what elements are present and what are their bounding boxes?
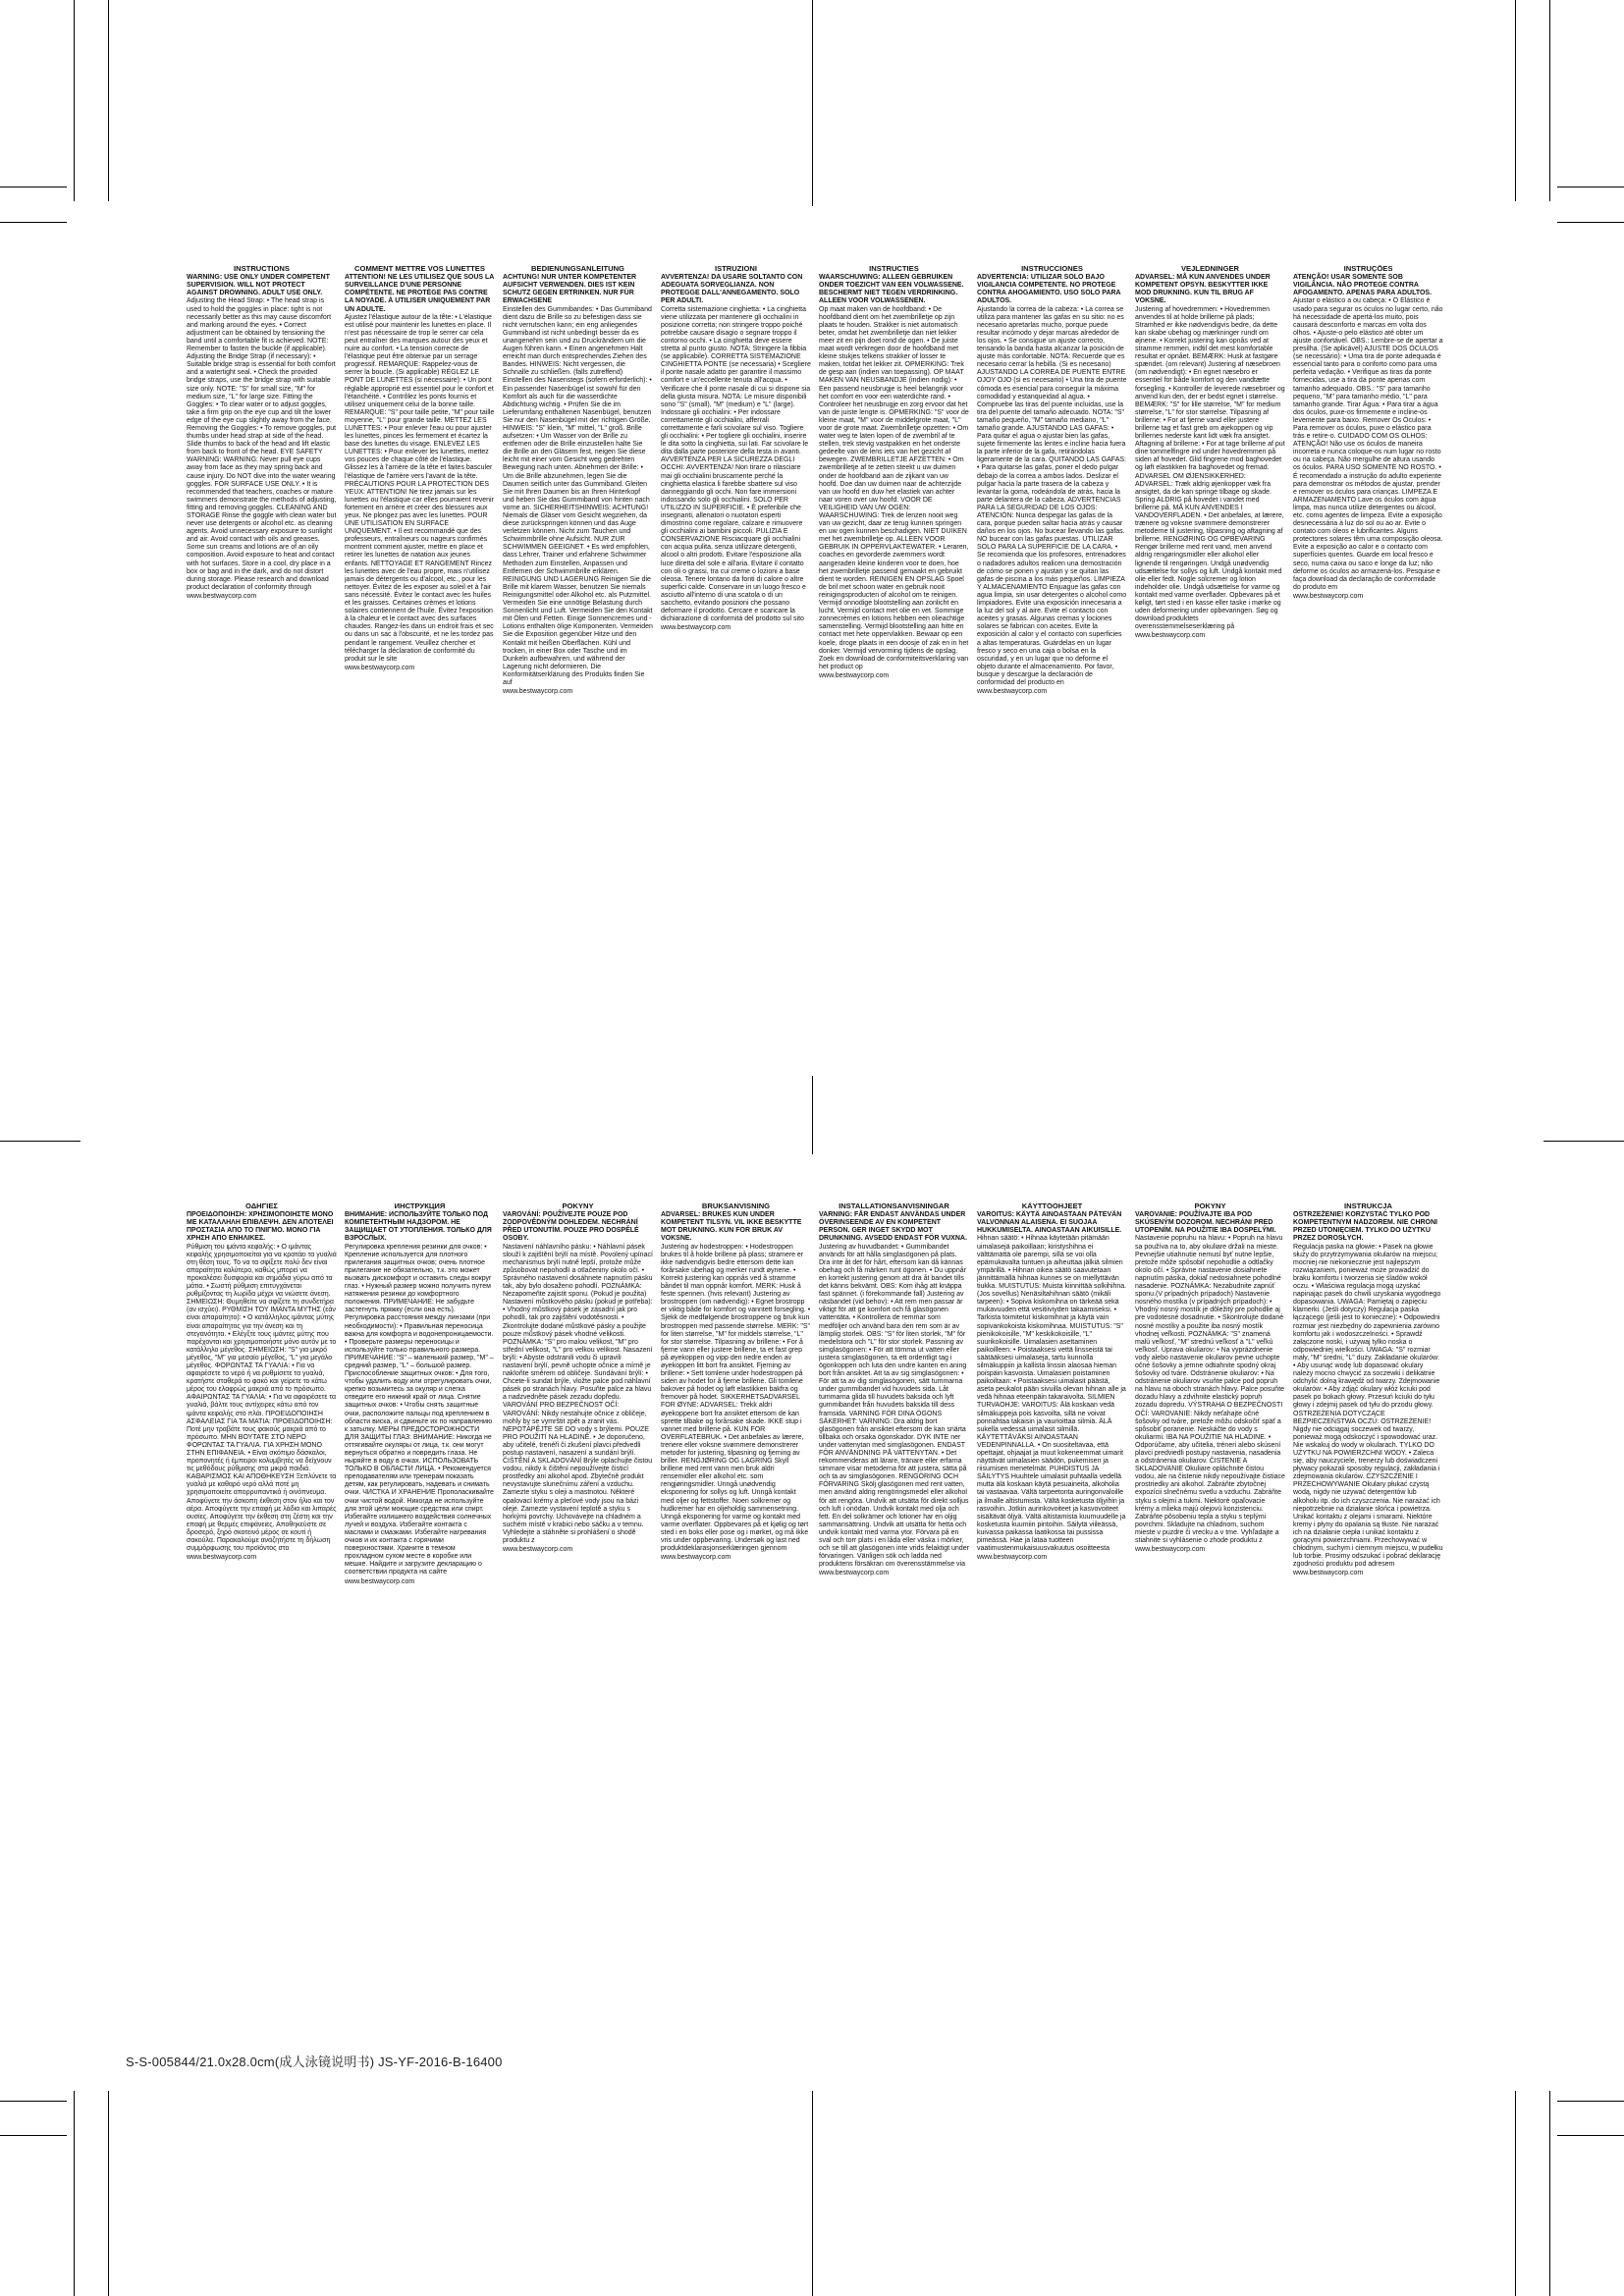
column-title: BRUKSANVISNING [701, 1202, 771, 1210]
instructions-column-no [661, 1202, 811, 2027]
column-title: POKYNY [562, 1202, 594, 1210]
crop-mark [108, 0, 109, 201]
column-warning: ATTENTION! NE LES UTILISEZ QUE SOUS LA SURVEILLANCE D'UNE PERSONNE COMPÉTENTE. NE PROTÈGE PAS CONTRE LA NOYADE. À UTILISER UNIQUEMENT PAR UN ADULTE. [345, 274, 495, 313]
column-title: ISTRUZIONI [714, 265, 758, 273]
column-warning: VAROVÁNÍ: POUŽÍVEJTE POUZE POD ZODPOVĚDNÝM DOHLEDEM. NECHRÁNÍ PŘED UTONUTÍM. POUZE PRO DOSPĚLÉ OSOBY. [503, 1211, 639, 1243]
column-body: Ρύθμιση του ιμάντα κεφαλής: • Ο ιμάντας κεφαλής χρησιμοποιείται για να κρατάει τα γυαλιά στη θέση τους. Το να τα σφίξετε πολύ δεν είναι απαραίτητα καλύτερο, καθώς μπορεί να προκαλέσει δυσφορία και σημάδια γύρω από τα μάτια. • Σωστή ρύθμιση επιτυγχάνεται ρυθμίζοντας τη λωρίδα μέχρι να νιώσετε άνεση. ΣΗΜΕΙΩΣΗ: Θυμηθείτε να σφίξετε τη συνδετήρα (αν ισχύει). ΡΥΘΜΙΣΗ ΤΟΥ ΙΜΑΝΤΑ ΜΥΤΗΣ (εάν είναι απαραίτητο): • Ο κατάλληλος ιμάντας μύτης είναι απαραίτητος για την άνεση και τη στεγανότητα. • Ελέγξτε τους ιμάντες μύτης που παρέχονται και χρησιμοποιήστε μόνο αυτόν με το κατάλληλο μέγεθος. ΣΗΜΕΙΩΣΗ: "S" για μικρό μέγεθος, "M" για μεσαίο μέγεθος, "L" για μεγάλο μέγεθος. ΦΟΡΩΝΤΑΣ ΤΑ ΓΥΑΛΙΑ: • Για να αφαιρέσετε το νερό ή να ρυθμίσετε τα γυαλιά, κρατήστε σταθερά το φακό και γείρετε το κάτω μέρος του ελαφρώς μακριά από το πρόσωπο. ΑΦΑΙΡΩΝΤΑΣ ΤΑ ΓΥΑΛΙΑ: • Για να αφαιρέσετε τα γυαλιά, βάλτε τους αντίχειρες κάτω από τον ιμάντα κεφαλής στο πλάι. ΠΡΟΕΙΔΟΠΟΙΗΣΗ ΑΣΦΑΛΕΙΑΣ ΓΙΑ ΤΑ ΜΑΤΙΑ: ΠΡΟΕΙΔΟΠΟΙΗΣΗ: Ποτέ μην τραβάτε τους φακούς μακριά από το πρόσωπο. ΜΗΝ ΒΟΥΤΑΤΕ ΣΤΟ ΝΕΡΟ ΦΟΡΩΝΤΑΣ ΤΑ ΓΥΑΛΙΑ. ΓΙΑ ΧΡΗΣΗ ΜΟΝΟ ΣΤΗΝ ΕΠΙΦΑΝΕΙΑ. • Είναι σκόπιμο δάσκαλοι, προπονητές ή έμπειροι κολυμβητές να δείχνουν τις μεθόδους ρύθμισης στα μικρά παιδιά. ΚΑΘΑΡΙΣΜΟΣ ΚΑΙ ΑΠΟΘΗΚΕΥΣΗ Ξεπλύνετε τα γυαλιά με καθαρό νερό αλλά ποτέ μη χρησιμοποιείτε απορρυπαντικά ή οινόπνευμα. Αποφύγετε την άσκοπη έκθεση στον ήλιο και τον αέρα. Αποφύγετε την επαφή με λάδια και λιπαρές ουσίες. Αποφύγετε την έκθεση στη ζέστη και την επαφή με θερμές επιφάνειες. Αποθηκεύστε σε δροσερό, ξηρό σκοτεινό μέρος σε κουτί ή σακούλα. Παρακαλούμε αναζητήστε τη δήλωση συμμόρφωσης του προϊόντος στο [187, 1243, 337, 1553]
crop-mark [0, 222, 67, 223]
column-body: Einstellen des Gummibandes: • Das Gummiband dient dazu die Brille so zu befestigen dass sie nicht verrutschen kann; ein eng anliegendes Gummiband ist nicht unbedingt besser da es unangenehm sein und zu Druckrändern um die Augen führen kann. • Einen angenehmen Halt erreicht man durch entsprechendes Ziehen des Bandes. HINWEIS: Nicht vergessen, die Schnalle zu schließen. (falls zutreffend) Einstellen des Nasenstegs (sofern erforderlich): • Ein passender Nasenbügel ist sowohl für den Komfort als auch für die wasserdichte Abdichtung wichtig. • Prüfen Sie die im Lieferumfang enthaltenen Nasenbügel, benutzen Sie nur den Nasenbügel mit der richtigen Größe. HINWEIS: "S" klein, "M" mittel, "L" groß. Brille aufsetzen: • Um Wasser von der Brille zu entfernen oder die Brille einzustellen halte Sie die Brille an den Gläsern fest, neigen Sie diese leicht mit einer vom Gesicht weg gedrehten Bewegung nach unten. Abnehmen der Brille: • Um die Brille abzunehmen, legen Sie die Daumen seitlich unter das Gummiband. Gleiten Sie mit Ihren Daumen bis an Ihren Hinterkopf und heben Sie das Gummiband von hinten nach vorne an. SICHERHEITSHINWEIS: ACHTUNG! Niemals die Gläser vom Gesicht wegziehen, da diese zurückspringen können und das Auge verletzen können. Nicht zum Tauchen und Schwimmbrille ohne Aufsicht. NUR ZUR SCHWIMMEN GEEIGNET. • Es wird empfohlen, dass Lehrer, Trainer und erfahrene Schwimmer Methoden zum Einstellen, Anpassen und Entfernen der Schwimmbrille erklären. REINIGUNG UND LAGERUNG Reinigen Sie die Brille mit klarem Wasser, benutzen Sie niemals Reinigungsmittel oder Alkohol etc. als Putzmittel. Vermeiden Sie eine unnötige Belastung durch Sonnenlicht und Luft. Vermeiden Sie den Kontakt mit Ölen und Fetten. Einige Sonnencremes und -Lotions enthalten ölige Komponenten. Vermeiden Sie die Exposition gegenüber Hitze und den Kontakt mit heißen Oberflächen. Kühl und trocken, in einer Box oder Tasche und im Dunkeln aufbewahren, und während der Lagerung nicht deformieren. Die Konformitätserklärung des Produkts finden Sie auf [503, 305, 653, 686]
crop-mark [812, 2091, 813, 2296]
column-warning: AVVERTENZA! DA USARE SOLTANTO CON ADEGUATA SORVEGLIANZA. NON PROTEGGE DALL'ANNEGAMENTO. SOLO PER ADULTI. [661, 274, 803, 305]
crop-mark [812, 0, 813, 206]
column-title: INSTRUKCJA [1344, 1202, 1392, 1210]
crop-mark [1557, 2135, 1624, 2136]
column-title: INSTRUCTIONS [234, 265, 290, 273]
column-title: INSTRUÇÕES [1343, 265, 1393, 273]
column-warning: ΠΡΟΕΙΔΟΠΟΙΗΣΗ: ΧΡΗΣΙΜΟΠΟΙΗΣΤΕ ΜΟΝΟ ΜΕ ΚΑΤΑΛΛΗΛΗ ΕΠΙΒΛΕΨΗ. ΔΕΝ ΑΠΟΤΕΛΕΙ ΠΡΟΣΤΑΣΙΑ ΑΠΟ ΤΟ ΠΝΙΓΜΟ. ΜΟΝΟ ΓΙΑ ΧΡΗΣΗ ΑΠΟ ΕΝΗΛΙΚΕΣ. [187, 1211, 334, 1243]
website-link: www.bestwaycorp.com [1135, 632, 1206, 640]
website-link: www.bestwaycorp.com [977, 688, 1048, 696]
website-link: www.bestwaycorp.com [345, 664, 415, 671]
column-warning: ADVARSEL: BRUKES KUN UNDER KOMPETENT TILSYN. VIL IKKE BESKYTTE MOT DRUKNING. KUN FOR BRUK AV VOKSNE. [661, 1211, 802, 1243]
instructions-column-pl [1293, 1202, 1443, 2027]
column-warning: VAROITUS: KÄYTÄ AINOASTAAN PÄTEVÄN VALVONNAN ALAISENA. EI SUOJAA HUKKUMISELTA. AINOASTAAN AIKUISILLE. [977, 1211, 1122, 1235]
instructions-row-top [187, 265, 1443, 1080]
instructions-column-cs [503, 1202, 653, 2027]
crop-mark [74, 2091, 75, 2296]
website-link: www.bestwaycorp.com [819, 1570, 890, 1577]
column-body: Ajustar o elástico a ou cabeça: • O Elástico é usado para segurar os óculos no lugar certo, não há necessidade de apertá-los muito, pois causará desconforto e marcas em volta dos olhos. • Ajuste-o pelo elástico até obter um ajuste confortável. OBS.: Lembre-se de apertar a presilha. (Se aplicável) AJUSTE DOS ÓCULOS (se necessário): • Uma tira de ponte adequada é essencial tanto para o conforto como para uma perfeita vedação. • Verifique as tiras da ponte fornecidas, use a tira da ponte apenas com tamanho adequado. OBS.: "S" para tamanho pequeno, "M" para tamanho médio, "L" para tamanho grande. Tirar Água: • Para tirar a água dos óculos, puxe-os firmemente e incline-os levemente para baixo. Remover Os Óculos: • Para remover os óculos, puxe o elástico para trás e retire-o. CUIDADO COM OS OLHOS: ATENÇÃO! Não use os óculos de maneira incorreta e nunca coloque-os num lugar no rosto ou na cabeça. Não mergulhe de altura usando os óculos. PARA USO SOMENTE NO ROSTO. • É recomendado a instrução do adulto experiente para demonstrar os métodos de ajustar, prender e remover os óculos para crianças. LIMPEZA E ARMAZENAMENTO Lave os óculos com água limpa, mas nunca utilize detergentes ou álcool, etc. como agentes de limpeza. Evite a exposição desnecessária à luz do sol ou ao ar. Evite o contato com óleos e lubrificantes. Alguns protectores solares têm uma composição oleosa. Evite a exposição ao calor e o contacto com superfícies quentes. Guarde em local fresco e seco, numa caixa ou saco e longe da luz; não deforme os óculos ao armazená-los. Pesquise e faça download da declaração de conformidade do produto em [1293, 297, 1443, 591]
column-warning: OSTRZEŻENIE! KORZYSTAĆ TYLKO POD KOMPETENTNYM NADZOREM. NIE CHRONI PRZED UTONIĘCIEM. TYLKO DO UŻYTKU PRZEZ DOROSŁYCH. [1293, 1211, 1437, 1243]
instructions-column-de [503, 265, 653, 1080]
website-link: www.bestwaycorp.com [503, 1546, 573, 1554]
website-link: www.bestwaycorp.com [661, 624, 731, 632]
crop-mark [0, 1141, 81, 1142]
website-link: www.bestwaycorp.com [503, 688, 573, 696]
column-body: Nastavení náhlavního pásku: • Náhlavní pásek slouží k zajištění brýlí na místě. Povolený upínací mechanismus brýlí nutně lepší, protože může způsobovat nepohodlí a otlačeniny okolo očí. • Správného nastavení dosáhnete napnutím pásku tak, aby bylo dosaženo pohodlí. POZNÁMKA: Nezapomeňte zajistit sponu. (Pokud je použita) Nastavení můstkového pásku (pokud je potřeba): • Vhodný můstkový pásek je zásadní jak pro pohodlí, tak pro zajištění vodotěsnosti. • Zkontrolujte dodané můstkové pásky a použijte pouze můstkový pásek vhodné velikosti. POZNÁMKA: "S" pro malou velikost, "M" pro střední velikost, "L" pro velkou velikost. Nasazení brýlí: • Abyste odstranili vodu či upravili nastavení brýlí, pevně uchopte očnice a mírně je nakloňte směrem od obličeje. Sundávání brýlí: • Chcete-li sundat brýle, vložte palce pod náhlavní pásek po stranách hlavy. Posuňte palce za hlavu a nadzvedněte pásek zezadu dopředu. VAROVÁNÍ PRO BEZPEČNOST OČÍ: VAROVÁNÍ: Nikdy nestahujte očnice z obličeje, mohly by se vymrštit zpět a zranit vás. NEPOTÁPĚJTE SE DO vody s brýlemi. POUZE PRO POUŽITÍ NA HLADINĚ. • Je doporučeno, aby učitelé, trenéři či zkušení plavci předvedli postup nastavení, nasazení a sundání brýlí. ČIŠTĚNÍ A SKLADOVÁNÍ Brýle oplachujte čistou vodou, nikdy k čištění nepoužívejte čisticí prostředky ani alkohol apod. Zbytečně produkt nevystavujte slunečnímu záření a vzduchu. Zamezte styku s oleji a mastnotou. Některé opalovací krémy a pleťové vody jsou na bázi oleje. Zamezte vystavení teplotě a styku s horkými povrchy. Uchovávejte na chladném a suchém místě v krabici nebo sáčku a v temnu. Vyhledejte a stáhněte si prohlášení o shodě produktu z [503, 1243, 653, 1545]
column-warning: ВНИМАНИЕ: ИСПОЛЬЗУЙТЕ ТОЛЬКО ПОД КОМПЕТЕНТНЫМ НАДЗОРОМ. НЕ ЗАЩИЩАЕТ ОТ УТОПЛЕНИЯ. ТОЛЬКО ДЛЯ ВЗРОСЛЫХ. [345, 1211, 492, 1243]
crop-mark [1549, 0, 1550, 201]
crop-mark [1557, 2101, 1624, 2102]
column-title: VEJLEDNINGER [1180, 265, 1240, 273]
column-title: INSTRUCCIONES [1021, 265, 1083, 273]
instructions-column-pt [1293, 265, 1443, 1080]
crop-mark [108, 2091, 109, 2296]
website-link: www.bestwaycorp.com [1293, 592, 1364, 600]
column-body: Nastavenie popruhu na hlavu: • Popruh na hlavu sa používa na to, aby okuliare držali na mieste. Pevnejšie utiahnutie nemusí byť nutne lepšie, pretože môže spôsobiť nepohodlie a odtlačky okolo očí. • Správne nastavenie dosiahnete napnutím pásika, dokiaľ nedosiahnete pohodlné nasadenie. POZNÁMKA: Nezabudnite zapnúť sponu.(V prípadných prípadoch) Nastavenie nosného mostíka (v prípadných prípadoch): • Vhodný nosný mostík je dôležitý pre pohodlie aj pre vodotesné dosadnutie. • Skontrolujte dodané nosné mostíky a použite iba nosný mostík vhodnej veľkosti. POZNÁMKA: "S" znamená malú veľkosť, "M" strednú veľkosť a "L" veľkú veľkosť. Úprava okuliarov: • Na vyprázdnenie vody alebo nastavenie okuliarov pevne uchopte očné šošovky a jemne odtiahnite spodný okraj šošovky od tváre. Odstránenie okuliarov: • Na odstránenie okuliarov vsuňte palce pod popruh na hlavu na oboch stranách hlavy. Palce posuňte dozadu hlavy a zdvihnite elastický popruh zozadu dopredu. VÝSTRAHA O BEZPEČNOSTI OČÍ: VAROVANIE: Nikdy neťahajte očné šošovky od tváre, pretože môžu odskočiť späť a spôsobiť poranenie. Neskáčte do vody s okuliarmi. IBA NA POUŽITIE NA HLADINE. • Odporúčame, aby učitelia, tréneri alebo skúsení plavci predviedli postupy nastavenia, nasadenia a odstránenia okuliarov. ČISTENIE A SKLADOVANIE Okuliare opláchnite čistou vodou, ale na čistenie nikdy nepoužívajte čistiace prostriedky ani alkohol. Zabráňte zbytočnej expozícii slnečnému svetlu a vzduchu. Zabráňte styku s olejmi a tukmi. Niektoré opaľovacie krémy a mlieka majú olejovú konzistenciu. Zabráňte pôsobeniu tepla a styku s teplými povrchmi. Skladujte na chladnom, suchom mieste v puzdre či vrecku a v tme. Vyhľadajte a stiahnite si vyhlásenie o zhode produktu z [1135, 1235, 1285, 1545]
instructions-column-en [187, 265, 337, 1080]
crop-mark [0, 2135, 67, 2136]
crop-mark [1543, 1141, 1624, 1142]
column-body: Регулировка крепления резинки для очков: • Крепление используется для плотного прилегания защитных очков; очень плотное прилегание не обязательно, т.к. это может вызвать дискомфорт и оставить следы вокруг глаз. • Нужный размер можно получить путем натяжения резинки до комфортного положения. ПРИМЕЧАНИЕ: Не забудьте застегнуть пряжку (если она есть). Регулировка расстояния между линзами (при необходимости): • Правильная переносица важна для комфорта и водонепроницаемости. • Проверьте размеры переносицы и используйте только правильного размера. ПРИМЕЧАНИЕ: "S" – маленький размер, "M" – средний размер, "L" – большой размер. Приспособление защитных очков: • Для того, чтобы удалить воду или отрегулировать очки, крепко возьмитесь за окуляр и слегка отведите его нижний край от лица. Снятие защитных очков: • Чтобы снять защитные очки, расположите пальцы под креплением в области виска, и сдвиньте их по направлению к затылку. МЕРЫ ПРЕДОСТОРОЖНОСТИ ДЛЯ ЗАЩИТЫ ГЛАЗ: ВНИМАНИЕ: Никогда не оттягивайте окуляры от лица, т.к. они могут вернуться обратно и повредить глаза. Не ныряйте в воду в очках. ИСПОЛЬЗОВАТЬ ТОЛЬКО В ОБЛАСТИ ЛИЦА. • Рекомендуется преподавателям или тренерам показать детям, как регулировать, надевать и снимать очки. ЧИСТКА И ХРАНЕНИЕ Прополаскивайте очки чистой водой. Никогда не используйте для этой цели моющие средства или спирт. Избегайте излишнего воздействия солнечных лучей и воздуха. Избегайте контакта с маслами и смазками. Избегайте нагревания очков и их контакта с горячими поверхностями. Храните в темном прохладном сухом месте в коробке или мешке. Найдите и загрузите декларацию о соответствии продукта на сайте [345, 1243, 494, 1576]
instructions-column-it [661, 265, 811, 1080]
instructions-column-nl [819, 265, 969, 1080]
column-body: Justering av hodestroppen: • Hodestroppen brukes til å holde brillene på plass; stramere er ikke nødvendigvis bedre ettersom dette kan forårsake ubehag og merker rundt øynene. • Korrekt justering kan oppnås ved å stramme båndet til man oppnår komfort. MERK: Husk å feste spennen. (hvis relevant) Justering av brostroppen (om nødvendig): • Egnet brostropp er viktig både for komfort og vanntett forsegling. • Sjekk de medfølgende brostroppene og bruk kun brostroppen med passende størrelse. MERK: "S" for liten størrelse, "M" for middels størrelse, "L" for stor størrelse. Tilpasning av brillene: • For å fjerne vann eller justere brillene, ta et fast grep på øyekoppen og vipp den nedre enden av øyekoppen litt bort fra ansiktet. Fjerning av brillene: • Sett tomlene under hodestroppen på siden av hodet for å fjerne brillene. Gli tomlene bakover på hodet og løft elastikken bakfra og fremover på hodet. SIKKERHETSADVARSEL FOR ØYNE: ADVARSEL: Trekk aldri øyekoppene bort fra ansiktet ettersom de kan sprette tilbake og forårsake skade. IKKE stup i vannet med brillene på. KUN FOR OVERFLATEBRUK. • Det anbefales av lærere, trenere eller voksne svømmere demonstrerer metoder for justering, tilpasning og fjerning av briller. RENGJØRING OG LAGRING Skyll brillene med rent vann men bruk aldri rensemidler eller alkohol etc. som rengjøringsmidler. Unngå unødvendig eksponering for sollys og luft. Unngå kontakt med oljer og fettstoffer. Noen solkremer og hudkremer har en oljeholdig sammensetning. Unngå eksponering for varme og kontakt med varme overflater. Oppbevares på et kjølig og tørt sted i en boks eller pose og i mørket, og må ikke vris under oppbevaring. Undersøk og last ned produktdeklarasjonserklæringen gjennom [661, 1243, 811, 1553]
instructions-column-fr [345, 265, 495, 1080]
column-title: BEDIENUNGSANLEITUNG [531, 265, 624, 273]
column-body: Hihnan säätö: • Hihnaa käytetään pitämään uimalasejä paikoillaan; kiristyshihna ei välttämättä ole parempi, sillä se voi olla epämukavalta tuntuen ja aiheuttaa jälkiä silmien ympärillä. • Hihnan oikea säätö saavutetaan jännittämällä hihnaa kunnes se on miellyttävän tiukka. MUISTUTUS: Muista kiinnittää solkihihna. (Jos sovellus) Nenäsiltahihnan säätö (mikäli tarpeen): • Sopiva kiskomihna on tärkeää sekä mukavuuden että vesitiiviyden takaamiseksi. • Tarkista toimitetut kiskomihnat ja käytä vain sopivankokoista kiskomihnaa. MUISTUTUS: "S" pienikokoisille, "M" keskikokoisille, "L" suurikokoisille. Uimalasien asettaminen paikoilleen: • Poistaaksesi vettä linsseistä tai säätääksesi uimalaseja, tartu kunnolla silmäkuppiin ja kallista linssin alaosaa hieman poispäin kasvoista. Uimalasien poistaminen paikoiltaan: • Poistaaksesi uimalasit päästä, aseta peukalot pään sivuilla olevan hihnan alle ja vedä hihnaa eteenpäin takaraivolta. SILMIEN TURVAOHJE: VAROITUS: Älä koskaan vedä silmäkuppeja pois kasvoilta, sillä ne voivat ponnahtaa takaisin ja vaurioittaa silmiä. ÄLÄ sukella vedessä uimalasit silmillä. KÄYTETTÄVÄKSI AINOASTAAN VEDENPINNALLA. • On suositeltavaa, että opettajat, ohjaajat ja muut kokeneemmat uimarit näyttävät uimalasien säädön, pukemisen ja riisumisen menetelmät. PUHDISTUS JA SÄILYTYS Huuhtele uimalasit puhtaalla vedellä mutta älä koskaan käytä pesuaineita, alkoholia tai vastaavaa. Vältä tarpeetonta auringonvaloille ja ilmalle altistumista. Vältä kosketusta öljyihin ja rasvoihin. Jotkin aurinkovoiteet ja kasvovoiteet sisältävät öljyä. Vältä altistamista kuumuudelle ja kosketusta kuumiin pintoihin. Säilytä viileässä, kuivassa paikassa laatikossa tai pussissa pimeässä. Hae ja lataa tuotteen vaatimustenmukaisuusvakuutus osoitteesta [977, 1235, 1127, 1553]
column-warning: VARNING: FÅR ENDAST ANVÄNDAS UNDER ÖVERINSEENDE AV EN KOMPETENT PERSON. GER INGET SKYDD MOT DRUNKNING. AVSEDD ENDAST FÖR VUXNA. [819, 1211, 967, 1243]
instructions-column-el [187, 1202, 337, 2027]
column-body: Justering af hovedremmen: • Hovedremmen anvendes til at holde brillerne på plads; Stramhed er ikke nødvendigvis bedre, da dette kan skabe ubehag og mærkninger rundt om øjnene. • Korrekt justering kan opnås ved at stramme remmen, indtil det mest komfortable resultat er opnået. BEMÆRK: Husk at fastgøre spændet. (om relevant) Justering af næsebroen (om nødvendigt): • En egnet næsebro er essentiel for både komfort og den vandtætte forsegling. • Kontroller de leverede næsebroer og anvend kun den, der er bedst egnet i størrelse. BEMÆRK: "S" for lille størrelse, "M" for medium størrelse, "L" for stor størrelse. Tilpasning af brillerne: • For at fjerne vand eller justere brillerne tag et fast greb om øjekoppen og vip brillernes nederste kant lidt væk fra ansigtet. Aftagning af brillerne: • For at tage brillerne af put dine tommelfingre ind under hovedremmen på siden af hovedet. Glid fingrene mod baghovedet og løft elastikken fra baghovedet og fremad. ADVARSEL OM ØJENSIKKERHED: ADVARSEL: Træk aldrig øjenkopper væk fra ansigtet, da de kan springe tilbage og skade. Spring ALDRIG på hovedet i vandet med brillerne på. MÅ KUN ANVENDES I VANDOVERFLADEN. • Det anbefales, at lærere, trænere og voksne svømmere demonstrerer metoderne til justering, tilpasning og aftagning af brillerne. RENGØRING OG OPBEVARING Rengør brillerne med rent vand, men anvend aldrig rengøringsmidler eller alkohol eller lignende til rengøringen. Undgå unødvendig udsættelse for sollys og luft. Undgå kontakt med olie eller fedt. Nogle solcremer og lotion indeholder olie. Undgå udsættelse for varme og kontakt med varme overflader. Opbevares på et køligt, tørt sted i en kasse eller taske i mørke og uden deformering under opbevaringen. Søg og download produktets overensstemmelseserklæring på [1135, 305, 1285, 631]
crop-mark [1557, 222, 1624, 223]
column-title: ΟΔΗΓΙΕΣ [245, 1202, 278, 1210]
column-warning: ADVERTENCIA: UTILIZAR SOLO BAJO VIGILANCIA COMPETENTE. NO PROTEGE CONTRA AHOGAMIENTO. USO SOLO PARA ADULTOS. [977, 274, 1121, 305]
instructions-column-es [977, 265, 1127, 1080]
column-body: Adjusting the Head Strap: • The head strap is used to hold the goggles in place: tight is not necessarily better as this may cause discomfort and marking around the eyes. • Correct adjustment can be obtained by tensioning the band until a comfortable fit is achieved. NOTE: Remember to fasten the buckle (if applicable). Adjusting the Bridge Strap (if necessary): • Suitable bridge strap is essential for both comfort and a watertight seal. • Check the provided bridge straps, use the bridge strap with suitable size only. NOTE: "S" for small size, "M" for medium size, "L" for large size. Fitting the Goggles: • To clear water or to adjust goggles, take a firm grip on the eye cup and tilt the lower edge of the eye cup slightly away from the face. Removing the Goggles: • To remove goggles, put thumbs under head strap at side of the head. Slide thumbs to back of the head and lift elastic from back to front of the head. EYE SAFETY WARNING: WARNING: Never pull eye cups away from face as they may spring back and cause injury. Do NOT dive into the water wearing goggles. FOR SURFACE USE ONLY. • It is recommended that teachers, coaches or mature swimmers demonstrate the methods of adjusting, fitting and removing goggles. CLEANING AND STORAGE Rinse the goggle with clean water but never use detergents or alcohol etc. as cleaning agents. Avoid unnecessary exposure to sunlight and air. Avoid contact with oils and greases. Some sun creams and lotions are of an oily composition. Avoid exposure to heat and contact with hot surfaces. Store in a cool, dry place in a box or bag and in the dark, and do not distort during storage. Please research and download product declaration of conformity through [187, 297, 337, 591]
column-body: Ajustez l'élastique autour de la tête: • L'élastique est utilisé pour maintenir les lunettes en place. Il n'est pas nécessaire de trop le serrer car cela peut entraîner des marques autour des yeux et nuire au confort. • La tension correcte de l'élastique peut être obtenue par un serrage progressif. REMARQUE: Rappelez-vous de serrer la boucle. (Si applicable) RÉGLEZ LE PONT DE LUNETTES (si nécessaire): • Un pont réglable approprié est essentiel pour le confort et l'étanchéité. • Contrôlez les ponts fournis et utilisez uniquement celui de la bonne taille. REMARQUE: "S" pour taille petite, "M" pour taille moyenne, "L" pour grande taille. METTEZ LES LUNETTES: • Pour enlever l'eau ou pour ajuster les lunettes, pinces les fermement et écartez la base des lunettes du visage. ENLEVEZ LES LUNETTES: • Pour enlever les lunettes, mettez vos pouces de chaque côté de l'élastique. Glissez les à l'arrière de la tête et faites basculer l'élastique de l'arrière vers l'avant de la tête. PRÉCAUTIONS POUR LA PROTECTION DES YEUX: ATTENTION! Ne tirez jamais sur les lunettes ou l'élastique car elles pourraient revenir fortement en arrière et créer des blessures aux yeux. Ne plongez pas avec les lunettes. POUR UNE UTILISATION EN SURFACE UNIQUEMENT. • Il est recommandé que des professeurs, entraîneurs ou nageurs confirmés montrent comment ajuster, mettre en place et retirer les lunettes de natation aux jeunes enfants. NETTOYAGE ET RANGEMENT Rincez les lunettes avec de l'eau propre, mais n'utilisez jamais de détergents ou d'alcool, etc., pour les nettoyer. Évitez de les exposer au soleil et à l'air sans nécessité. Évitez le contact avec les huiles et les graisses. Certaines crèmes et lotions solaires contiennent de l'huile. Évitez l'exposition à la chaleur et le contact avec des surfaces chaudes. Rangez-les dans un endroit frais et sec ou dans un sac à l'obscurité, et ne les tordez pas pendant le rangement. Veuillez chercher et télécharger la déclaration de conformité du produit sur le site [345, 313, 495, 663]
column-body: Ajustando la correa de la cabeza: • La correa se utiliza para mantener las gafas en su sitio: no es necesario apretarlas mucho, porque puede resultar incómodo y dejar marcas alrededor de los ojos. • Se consigue un ajuste correcto, tensando la banda hasta alcanzar la posición de ajuste más confortable. NOTA: Recuerde que es necesario cerrar la hebilla. (Si es necesario) AJUSTANDO LA CORREA DE PUENTE ENTRE OJOY OJO (si es necesario) • Una tira de puente cómoda es esencial para conseguir la máxima comodidad y estanqueidad al agua. • Compruebe las tiras del puente incluidas, use la tira del puente del tamaño adecuado. NOTA: "S" tamaño pequeño, "M" tamaño mediano, "L" tamaño grande. AJUSTANDO LAS GAFAS: • Para quitar el agua o ajustar bien las gafas, sujete firmemente las lentes e incline hacia fuera la parte inferior de la gafa, retirándolas ligeramente de la cara. QUITANDO LAS GAFAS: • Para quitarse las gafas, poner el dedo pulgar debajo de la correa a ambos lados. Deslizar el pulgar hacia la parte trasera de la cabeza y levantar la goma, rodeándola de atrás, hacia la parte delantera de la cabeza. ADVERTENCIAS PARA LA SEGURIDAD DE LOS OJOS: ATENCIÓN: Nunca despegar las gafas de la cara, porque pueden saltar hacia atrás y causar daños en los ojos. No bucear llevando las gafas. NO bucear con las gafas puestas. UTILIZAR SOLO PARA LA SUPERFICIE DE LA CARA. • Se recomienda que los profesores, entrenadores o nadadores adultos realicen una demostración de cómo se ponen y ajustan y se quitan las gafas de piscina a los más pequeños. LIMPIEZA Y ALMACENAMIENTO Enjuague las gafas con agua limpia, sin usar detergentes o alcohol como limpiadores. Evite una exposición innecesaria a la luz del sol y al aire. Evite el contacto con aceites y grasas. Algunas cremas y lociones solares se fabrican con aceites. Evite la exposición al calor y el contacto con superficies a altas temperaturas. Guárdelas en un lugar fresco y seco en una caja o bolsa en la oscuridad, y en un lugar que no deforme el objeto durante el almacenamiento. Por favor, busque y descargue la declaración de conformidad del producto en [977, 305, 1127, 686]
website-link: www.bestwaycorp.com [1135, 1546, 1206, 1554]
instructions-column-sv [819, 1202, 969, 2027]
column-warning: ACHTUNG! NUR UNTER KOMPETENTER AUFSICHT VERWENDEN. DIES IST KEIN SCHUTZ GEGEN ERTRINKEN. NUR FÜR ERWACHSENE [503, 274, 637, 305]
website-link: www.bestwaycorp.com [977, 1554, 1048, 1562]
crop-mark [1515, 0, 1516, 201]
column-title: INSTALLATIONSANVISNINGAR [839, 1202, 949, 1210]
website-link: www.bestwaycorp.com [819, 671, 890, 679]
column-title: KÄYTTÖOHJEET [1021, 1202, 1083, 1210]
website-link: www.bestwaycorp.com [1293, 1570, 1364, 1577]
crop-mark [74, 0, 75, 201]
column-warning: VAROVANIE: POUŽÍVAJTE IBA POD SKÚSENÝM DOZOROM. NECHRÁNI PRED UTOPENÍM. NA POUŽITIE IBA DOSPELÝMI. [1135, 1211, 1276, 1235]
instructions-column-ru [345, 1202, 495, 2027]
instructions-row-bottom [187, 1202, 1443, 2027]
column-warning: ADVARSEL: MÅ KUN ANVENDES UNDER KOMPETENT OPSYN. BESKYTTER IKKE MOD DRUKNING. KUN TIL BRUG AF VOKSNE. [1135, 274, 1271, 305]
instructions-column-sk [1135, 1202, 1285, 2027]
website-link: www.bestwaycorp.com [187, 592, 257, 600]
column-title: ИНСТРУКЦИЯ [394, 1202, 446, 1210]
crop-mark [0, 2101, 67, 2102]
column-title: INSTRUCTIES [869, 265, 919, 273]
instructions-column-da [1135, 265, 1285, 1080]
website-link: www.bestwaycorp.com [187, 1554, 257, 1562]
crop-mark [812, 1076, 813, 1154]
crop-mark [1515, 2091, 1516, 2296]
column-body: Corretta sistemazione cinghietta: • La cinghietta viene utilizzata per mantenere gli occhialini in posizione corretta; non stringere troppo poiché potrebbe causare disagio o segnare troppo il contorno occhi. • La cinghietta deve essere stretta al punto giusto. NOTA: Stringere la fibbia (se applicabile). CORRETTA SISTEMAZIONE CINGHIETTA PONTE (se necessaria) • Scegliere il ponte nasale adatto per garantire il massimo comfort e un'eccellente tenuta all'acqua. • Verificare che il ponte nasale di cui si dispone sia della giusta misura. NOTA: Le misure disponibili sono "S" (small), "M" (medium) e "L" (large). Indossare gli occhialini: • Per indossare correttamente gli occhialini, afferrali correttamente e farli scivolare sul viso. Togliere gli occhialini: • Per togliere gli occhialini, inserire le dita sotto la cinghietta, sui lati. Far scivolare le dita dalla parte posteriore della testa in avanti. AVVERTENZA PER LA SICUREZZA DEGLI OCCHI: AVVERTENZA! Non tirare o rilasciare mai gli occhialini bruscamente perché la cinghietta elastica li farebbe sbattere sul viso danneggiando gli occhi. Non fare immersioni indossando solo gli occhialini. SOLO PER UTILIZZO IN SUPERFICIE. • È preferibile che insegnanti, allenatori o nuotatori esperti dimostrino come regolare, calzare e rimuovere gli occhialini ai bambini piccoli. PULIZIA E CONSERVAZIONE Risciacquare gli occhialini con acqua pulita, senza utilizzare detergenti, alcool o altri prodotti. Evitare l'esposizione alla luce diretta del sole e all'aria. Evitare il contatto con oli o grassi, tra cui creme o lozioni a base oleosa. Tenere lontano da fonti di calore o altre superfici calde. Conservare in un luogo fresco e asciutto all'interno di una scatola o di un sacchetto, evitando posizioni che possano deformare il prodotto. Cercare e scaricare la dichiarazione di conformità del prodotto sul sito [661, 305, 811, 623]
crop-mark [1549, 2091, 1550, 2296]
column-title: COMMENT METTRE VOS LUNETTES [354, 265, 485, 273]
column-title: POKYNY [1194, 1202, 1226, 1210]
column-warning: ATENÇÃO! USAR SOMENTE SOB VIGILÂNCIA. NÃO PROTEGE CONTRA AFOGAMENTO. APENAS PARA ADULTOS. [1293, 274, 1433, 297]
website-link: www.bestwaycorp.com [661, 1554, 731, 1562]
instructions-column-fi [977, 1202, 1127, 2027]
column-warning: WARNING: USE ONLY UNDER COMPETENT SUPERVISION. WILL NOT PROTECT AGAINST DROWNING. ADULT USE ONLY. [187, 274, 330, 297]
print-spec-footer: S-S-005844/21.0x28.0cm(成人泳镜说明书) JS-YF-2016-B-16400 [126, 2055, 503, 2069]
column-body: Regulacja paska na głowie: • Pasek na głowie służy do przytrzymywania okularów na miejscu; mocniej nie niekoniecznie jest najlepszym rozwiązaniem, ponieważ może prowadzić do braku komfortu i tworzenia się śladów wokół oczu. • Właściwa regulacja mogą uzyskać napinając pasek do chwili uzyskania wygodnego dopasowania. UWAGA: Pamiętaj o zapięciu klamerki. (Jeśli dotyczy) Regulacja paska łączącego (jeśli jest to konieczne): • Odpowiedni rozmiar jest niezbędny do zapewnienia zarówno komfortu jak i wodoszczelności. • Sprawdź załączone noski, i używaj tylko noska o odpowiedniej wielkości. UWAGA: "S" rozmiar mały, "M" średni, "L" duży. Zakładanie okularów: • Aby usunąć wodę lub dopasować okulary należy mocno chwycić za soczewki i delikatnie odchylić dolną krawędź od twarzy. Zdejmowanie okularów: • Aby zdjąć okulary włóż kciuki pod pasek po bokach głowy. Przesuń kciuki do tyłu głowy i zdejmij pasek od tyłu do przodu głowy. OSTRZEŻENIA DOTYCZĄCE BEZPIECZEŃSTWA OCZU: OSTRZEŻENIE! Nigdy nie odciągaj soczewek od twarzy, ponieważ mogą odskoczyć i spowodować uraz. Nie wskakuj do wody w okularach. TYLKO DO UŻYTKU NA POWIERZCHNI WODY. • Zaleca się, aby nauczyciele, trenerzy lub doświadczeni pływacy pokazali sposoby regulacji, zakładania i zdejmowania okularów. CZYSZCZENIE I PRZECHOWYWANIE Okulary płukać czystą wodą, nigdy nie używać detergentów lub alkoholu itp. do ich czyszczenia. Nie narażać ich niepotrzebnie na działanie słońca i powietrza. Unikać kontaktu z olejami i smarami. Niektóre kremy i płyny do opalania są tłuste. Nie narażać ich na działanie ciepła i unikać kontaktu z gorącymi powierzchniami. Przechowywać w chłodnym, suchym i ciemnym miejscu, w pudełku lub torbie. Prosimy odszukać i pobrać deklarację zgodności produktu pod adresem [1293, 1243, 1443, 1569]
column-warning: WAARSCHUWING: ALLEEN GEBRUIKEN ONDER TOEZICHT VAN EEN VOLWASSENE. BESCHERMT NIET TEGEN VERDRINKING. ALLEEN VOOR VOLWASSENEN. [819, 274, 964, 305]
column-body: Justering av huvudbandet: • Gummibandet används för att hålla simglasögonen på plats. Dra inte åt det för hårt, eftersom kan då kännas obehag och få märken runt ögonen. • Du uppnår en korrekt justering genom att dra åt bandet tills det känns bekvämt. OBS: Kom ihåg att knäppa fast spännet. (i förekommande fall) Justering av näsbandet (vid behov): • Att rem men passar är viktigt för att ge komfort och få glasögonen vattentäta. • Kontrollera de remmar som medföljer och använd bara den rem som är av lämplig storlek. OBS: "S" för liten storlek, "M" för medelstora och "L" för stor storlek. Passning av simglasögonen: • För att tömma ut vatten eller justera simglasögonen, ta ett ordentligt tag i ögonkoppen och luta den undre kanten en aning bort från ansiktet. Att ta av sig simglasögonen: • För att ta av dig simglasögonen, sätt tummarna under gummibandet vid huvudets sida. Låt tummarna glida till huvudets baksida och lyft gummibandet från huvudets baksida till dess framsida. VARNING FÖR DINA ÖGONS SÄKERHET: VARNING: Dra aldrig bort glasögonen från ansiktet eftersom de kan snärta tillbaka och orsaka ögonskador. DYK INTE ner under vattenytan med simglasögonen. ENDAST FÖR ANVÄNDNING PÅ VATTENYTAN. • Det rekommenderas att lärare, tränare eller erfarna simmare visar metoderna för att justera, sätta på och ta av simglasögonen. RENGÖRING OCH FÖRVARING Skölj glasögonen med rent vatten, men använd aldrig rengöringsmedel eller alkohol för att rengöra. Undvik att utsätta för direkt solljus och luft i onödan. Undvik kontakt med olja och fett. En del solkrämer och lotioner har en oljig sammansättning. Undvik att utsätta för hetta och undvik kontakt med varma ytor. Förvara på en sval och torr plats i en låda eller väska i mörker, och se till att glasögonen inte vrids felaktigt under förvaringen. Vänligen sök och ladda ned produktens försäkran om överensstämmelse via [819, 1243, 969, 1569]
website-link: www.bestwaycorp.com [345, 1577, 415, 1585]
column-body: Op maat maken van de hoofdband: • De hoofdband dient om het zwembrilletje op zijn plaats te houden. Strakker is niet automatisch beter, omdat het zwembrilletje dan niet lekker meer zit en pijn doet rond de ogen. • De juiste maat wordt verkregen door de hoofdband met kleine stukjes telkens strakker of losser te maken, totdat het lekker zit. OPMERKING: Trek de gesp aan (indien van toepassing). OP MAAT MAKEN VAN NEUSBANDJE (indien nodig): • Een passend neusbrugje is heel belangrijk voor het comfort en voor een waterdichte rand. • Controleer het neusbrugje en zorg ervoor dat het van de juiste lengte is. OPMERKING: "S" voor de kleine maat, "M" voor de middelgrote maat, "L" voor de grote maat. Zwembrilletje opzetten: • Om water weg te laten lopen of de zwembril af te stellen, trek stevig vastpakken en het onderste gedeelte van de lens iets van het gezicht af bewegen. ZWEMBRILLETJE AFZETTEN: • Om zwembrilletje af te zetten steekt u uw duimen onder de hoofdband aan de zijkant van uw hoofd. Doe dan uw duimen naar de achterzijde van uw hoofd en duw het elastiek van achter naar voren over uw hoofd. VOOR DE VEILIGHEID VAN UW OGEN: WAARSCHUWING: Trek de lenzen nooit weg van uw gezicht, daar ze terug kunnen springen en uw ogen kunnen beschadigen. NIET DUIKEN met het zwembrilletje op. ALLEEN VOOR GEBRUIK IN OPPERVLAKTEWATER. • Leraren, coaches en gevorderde zwemmers wordt aangeraden kleine kinderen voor te doen, hoe het zwembrilletje passend gemaakt en gebruikt dient te worden. REINIGEN EN OPSLAG Spoel de bril met schoon water en gebruik nooit reinigingsproducten of alcohol om te reinigen. Vermijd onnodige blootstelling aan zonlicht en lucht. Vermijd contact met olie en vet. Sommige zonnecrèmes en lotions hebben een olieachtige samenstelling. Vermijd blootstelling aan hitte en contact met hete oppervlakken. Bewaar op een koele, droge plaats in een doosje of zak en in het donker. Vermijd vervorming tijdens de opslag. Zoek en download de conformiteitsverklaring van het product op [819, 305, 969, 670]
